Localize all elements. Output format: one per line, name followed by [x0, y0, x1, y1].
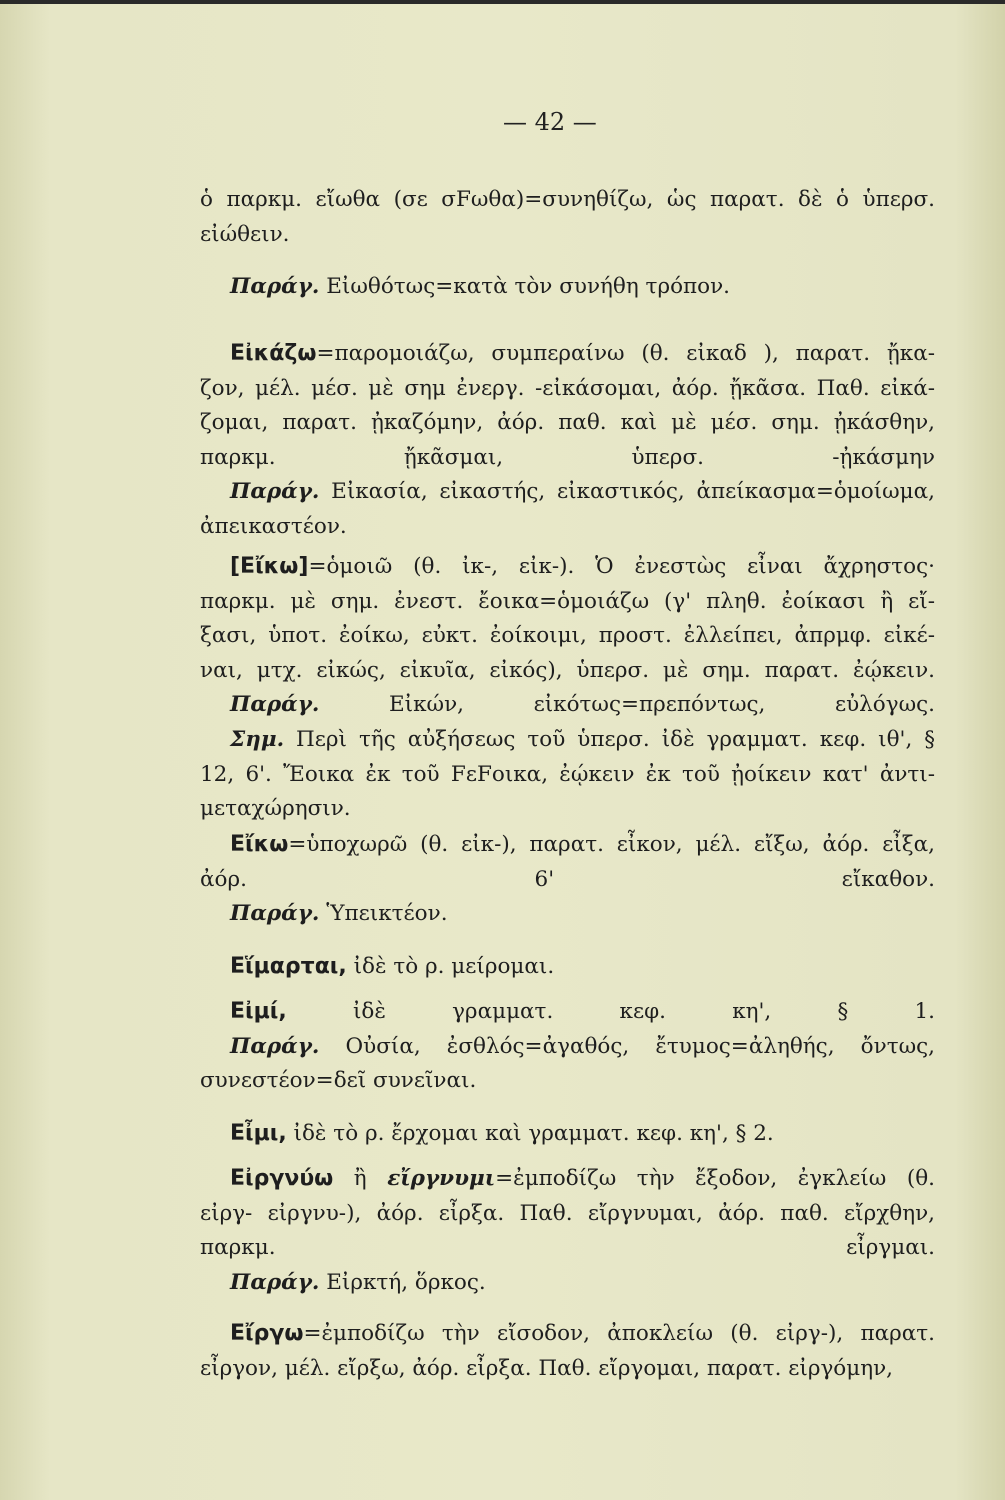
entry-paragraph — [200, 550, 935, 827]
entry-paragraph — [200, 337, 935, 545]
page-top-border — [0, 0, 1005, 4]
entry-paragraph — [200, 950, 935, 985]
headword: Εἰκάζω — [230, 341, 317, 366]
text-line: εἰώθειν. — [200, 221, 290, 247]
entry-paragraph — [200, 1162, 935, 1300]
headword: Εἰμί, — [230, 999, 287, 1024]
headword: Εἴκω — [230, 832, 289, 857]
text-line — [200, 1317, 935, 1352]
text-line — [200, 950, 935, 985]
text-run: Εἰκασία, εἰκαστής, εἰκαστικός, ἀπείκασμα=ὁμοίωμα, — [319, 479, 935, 505]
text-line — [200, 550, 935, 585]
headword: Εἵμαρται, — [230, 954, 347, 979]
italic-label: Παράγ. — [230, 479, 320, 505]
entry-paragraph — [200, 1117, 935, 1152]
text-line — [200, 1117, 935, 1152]
text-line: ζον, μέλ. μέσ. μὲ σημ ἐνεργ. -εἰκάσομαι, ἀόρ. ᾔκᾶσα. Παθ. εἰκά- — [200, 375, 935, 401]
text-run: ἢ — [333, 1166, 388, 1191]
text-line — [200, 1030, 935, 1065]
entry-paragraph — [200, 995, 935, 1099]
text-line — [200, 1266, 935, 1301]
text-run: ἰδὲ γραμματ. κεφ. κη', § 1. — [286, 999, 935, 1024]
text-line — [200, 897, 935, 932]
entry-paragraph — [200, 1317, 935, 1386]
entry-paragraph — [200, 828, 935, 932]
text-line: 12, 6'. Ἔοικα ἐκ τοῦ FεFοικα, ἐῴκειν ἐκ τοῦ ᾐοίκειν κατ' ἀντι- — [200, 761, 935, 787]
text-line: ξασι, ὑποτ. ἐοίκω, εὐκτ. ἐοίκοιμι, προστ. ἐλλείπει, ἀπρμφ. εἰκέ- — [200, 623, 935, 649]
text-line: ἀόρ. 6' εἴκαθον. — [200, 866, 935, 892]
text-line — [200, 688, 935, 723]
text-run: Εἰρκτή, ὅρκος. — [319, 1269, 486, 1295]
italic-label: Παράγ. — [230, 692, 320, 718]
text-line: εἰργ- εἰργνυ-), ἀόρ. εἶρξα. Παθ. εἴργνυμαι, ἀόρ. παθ. εἴρχθην, — [200, 1200, 935, 1226]
italic-label: Σημ. — [230, 726, 285, 752]
text-line — [200, 723, 935, 758]
text-line: ζομαι, παρατ. ᾐκαζόμην, ἀόρ. παθ. καὶ μὲ μέσ. σημ. ᾐκάσθην, — [200, 410, 935, 436]
text-line — [200, 995, 935, 1030]
text-line: παρκμ. ᾔκᾶσμαι, ὑπερσ. -ᾐκάσμην — [200, 444, 935, 470]
text-run: ἰδὲ τὸ ρ. ἔρχομαι καὶ γραμματ. κεφ. κη', § 2. — [286, 1121, 774, 1146]
headword: Εἰργνύω — [230, 1166, 334, 1191]
italic-label: Παράγ. — [230, 901, 320, 927]
text-run: Ὑπεικτέον. — [319, 901, 448, 927]
text-line — [200, 1162, 935, 1197]
text-run: =ἐμποδίζω τὴν ἔξοδον, ἐγκλείω (θ. — [495, 1166, 935, 1191]
text-run: =παρομοιάζω, συμπεραίνω (θ. εἰκαδ ), παρατ. ᾔκα- — [316, 341, 935, 366]
headword: Εἴργω — [230, 1321, 304, 1346]
text-line: ναι, μτχ. εἰκώς, εἰκυῖα, εἰκός), ὑπερσ. μὲ σημ. παρατ. ἐῴκειν. — [200, 657, 935, 683]
text-run: =ὁμοιῶ (θ. ἰκ-, εἰκ-). Ὁ ἐνεστὼς εἶναι ἄχρηστος· — [308, 554, 935, 579]
entry-paragraph — [200, 183, 935, 252]
italic-label: Παράγ. — [230, 1269, 320, 1295]
page-number: — 42 — — [503, 108, 597, 136]
text-run: =ἐμποδίζω τὴν εἴσοδον, ἀποκλείω (θ. εἰργ-), παρατ. — [303, 1321, 935, 1346]
text-run: =ὑποχωρῶ (θ. εἰκ-), παρατ. εἶκον, μέλ. εἴξω, ἀόρ. εἶξα, — [288, 832, 935, 857]
text-line: παρκμ. εἶργμαι. — [200, 1235, 935, 1261]
headword: [Εἴκω] — [230, 554, 309, 579]
text-run: Περὶ τῆς αὐξήσεως τοῦ ὑπερσ. ἰδὲ γραμματ. κεφ. ιθ', § — [284, 726, 935, 752]
text-run: Οὐσία, ἐσθλός=ἀγαθός, ἔτυμος=ἀληθής, ὄντως, — [319, 1033, 935, 1059]
text-line: παρκμ. μὲ σημ. ἐνεστ. ἔοικα=ὁμοιάζω (γ' πληθ. ἐοίκασι ἢ εἴ- — [200, 588, 935, 614]
text-line — [200, 270, 935, 305]
text-line: ὁ παρκμ. εἴωθα (σε σFωθα)=συνηθίζω, ὡς παρατ. δὲ ὁ ὑπερσ. — [200, 187, 935, 212]
text-line — [200, 828, 935, 863]
text-run: ἰδὲ τὸ ρ. μείρομαι. — [346, 954, 555, 979]
entry-paragraph — [200, 270, 935, 305]
italic-label: Παράγ. — [230, 274, 320, 299]
text-line — [200, 337, 935, 372]
text-run: Εἰκών, εἰκότως=πρεπόντως, εὐλόγως. — [319, 692, 935, 718]
italic-label: εἴργνυμι — [387, 1166, 496, 1191]
headword: Εἶμι, — [230, 1121, 287, 1146]
text-line: ἀπεικαστέον. — [200, 513, 347, 539]
text-run: Εἰωθότως=κατὰ τὸν συνήθη τρόπον. — [319, 274, 731, 299]
text-line: συνεστέον=δεῖ συνεῖναι. — [200, 1068, 477, 1094]
text-line: εἶργον, μέλ. εἴρξω, ἀόρ. εἶρξα. Παθ. εἴργομαι, παρατ. εἰργόμην, — [200, 1355, 894, 1381]
italic-label: Παράγ. — [230, 1033, 320, 1059]
text-line — [200, 475, 935, 510]
text-line: μεταχώρησιν. — [200, 796, 351, 822]
